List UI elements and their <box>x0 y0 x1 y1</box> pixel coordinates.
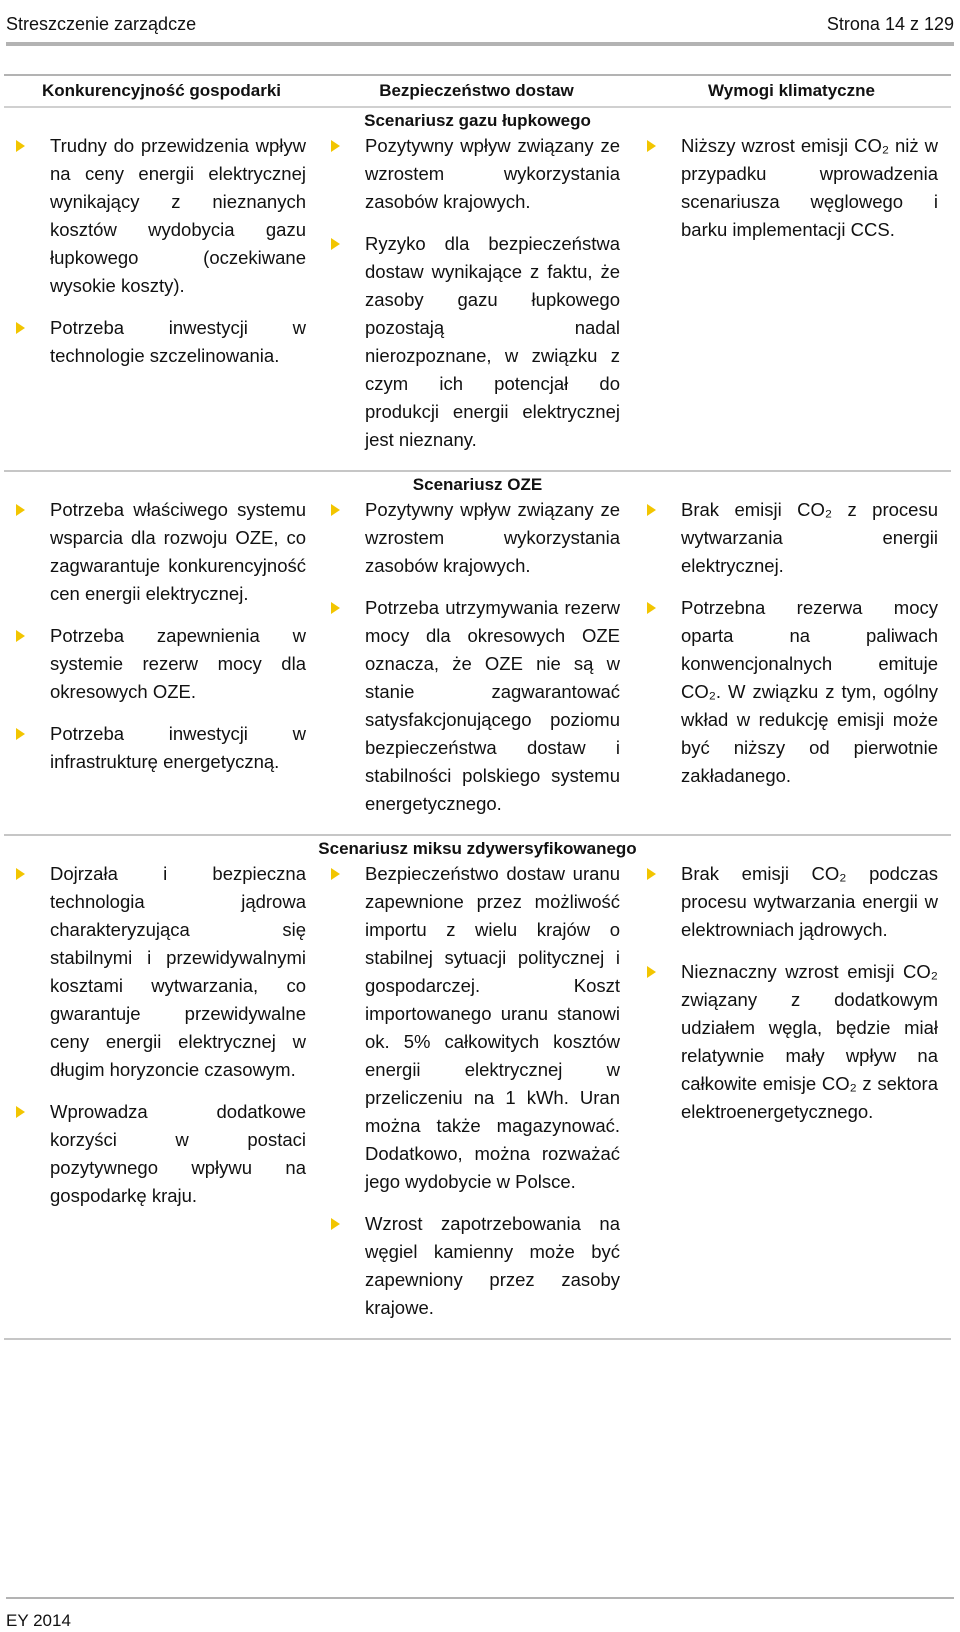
list-item-text: Potrzeba właściwego systemu wsparcia dla rozwoju OZE, co zagwarantuje konkurencyjność cen energii elektrycznej. <box>50 499 306 604</box>
supply-security-cell <box>319 132 634 470</box>
supply-security-cell <box>319 860 634 1338</box>
table-column-headers <box>4 76 951 108</box>
footer-text: EY 2014 <box>6 1611 71 1630</box>
header-rule <box>6 42 954 46</box>
competitiveness-cell <box>4 860 319 1338</box>
list-item-text: Trudny do przewidzenia wpływ na ceny energii elektrycznej wynikający z nieznanych kosztów wydobycia gazu łupkowego (oczekiwane wysokie koszty). <box>50 135 306 296</box>
column-header-competitiveness: Konkurencyjność gospodarki <box>42 81 281 100</box>
scenario-row <box>4 860 951 1338</box>
bullet-triangle-icon <box>331 238 340 250</box>
climate-cell <box>634 860 949 1338</box>
bullet-triangle-icon <box>16 322 25 334</box>
page-number: Strona 14 z 129 <box>826 13 954 34</box>
list-item-text: Brak emisji CO₂ z procesu wytwarzania energii elektrycznej. <box>681 499 938 576</box>
bullet-triangle-icon <box>647 868 656 880</box>
list-item <box>16 622 306 706</box>
list-item <box>16 720 306 776</box>
column-header-supply-security: Bezpieczeństwo dostaw <box>379 81 574 100</box>
list-item <box>647 958 938 1126</box>
page-footer <box>6 1597 954 1631</box>
list-item <box>16 132 306 300</box>
list-item <box>647 594 938 790</box>
list-item-text: Brak emisji CO₂ podczas procesu wytwarzania energii w elektrowniach jądrowych. <box>681 863 938 940</box>
scenario-renewables <box>4 472 951 836</box>
list-item-text: Niższy wzrost emisji CO₂ niż w przypadku wprowadzenia scenariusza węglowego i barku implementacji CCS. <box>681 135 938 240</box>
scenario-shale-gas <box>4 108 951 472</box>
bullet-triangle-icon <box>16 1106 25 1118</box>
bullet-triangle-icon <box>331 868 340 880</box>
bullet-triangle-icon <box>16 504 25 516</box>
bullet-triangle-icon <box>647 504 656 516</box>
bullet-triangle-icon <box>16 868 25 880</box>
list-item <box>16 860 306 1084</box>
list-item-text: Nieznaczny wzrost emisji CO₂ związany z dodatkowym udziałem węgla, będzie miał relatywnie mały wpływ na całkowite emisje CO₂ z sektora elektroenergetycznego. <box>681 961 938 1122</box>
bullet-triangle-icon <box>331 602 340 614</box>
climate-cell <box>634 496 949 834</box>
list-item-text: Wprowadza dodatkowe korzyści w postaci pozytywnego wpływu na gospodarkę kraju. <box>50 1101 306 1206</box>
list-item <box>16 314 306 370</box>
list-item <box>16 1098 306 1210</box>
competitiveness-cell <box>4 132 319 470</box>
bullet-triangle-icon <box>331 1218 340 1230</box>
page-header <box>6 8 954 40</box>
bullet-triangle-icon <box>331 504 340 516</box>
list-item-text: Pozytywny wpływ związany ze wzrostem wykorzystania zasobów krajowych. <box>365 499 620 576</box>
scenario-row <box>4 132 951 470</box>
list-item <box>331 496 620 580</box>
list-item <box>647 860 938 944</box>
list-item-text: Potrzeba utrzymywania rezerw mocy dla okresowych OZE oznacza, że OZE nie są w stanie zagwarantować satysfakcjonującego poziomu bezpieczeństwa dostaw i stabilności polskiego systemu energetycznego. <box>365 597 620 814</box>
bullet-triangle-icon <box>16 630 25 642</box>
list-item-text: Pozytywny wpływ związany ze wzrostem wykorzystania zasobów krajowych. <box>365 135 620 212</box>
climate-cell <box>634 132 949 470</box>
scenario-diversified-mix <box>4 836 951 1340</box>
list-item-text: Potrzeba inwestycji w infrastrukturę energetyczną. <box>50 723 306 772</box>
list-item-text: Wzrost zapotrzebowania na węgiel kamienny może być zapewniony przez zasoby krajowe. <box>365 1213 620 1318</box>
list-item <box>647 132 938 244</box>
bullet-triangle-icon <box>647 602 656 614</box>
supply-security-cell <box>319 496 634 834</box>
scenario-title: Scenariusz gazu łupkowego <box>364 111 591 130</box>
list-item <box>331 132 620 216</box>
competitiveness-cell <box>4 496 319 834</box>
list-item <box>16 496 306 608</box>
bullet-triangle-icon <box>331 140 340 152</box>
bullet-triangle-icon <box>647 140 656 152</box>
list-item-text: Dojrzała i bezpieczna technologia jądrowa charakteryzująca się stabilnymi i przewidywalnymi kosztami wytwarzania, co gwarantuje przewidywalne ceny energii elektrycznej w długim horyzoncie czasowym. <box>50 863 306 1080</box>
list-item <box>331 594 620 818</box>
list-item-text: Potrzebna rezerwa mocy oparta na paliwach konwencjonalnych emituje CO₂. W związku z tym, ogólny wkład w redukcję emisji może być niższy od pierwotnie zakładanego. <box>681 597 938 786</box>
column-header-climate: Wymogi klimatyczne <box>708 81 875 100</box>
bullet-triangle-icon <box>16 140 25 152</box>
scenario-title: Scenariusz miksu zdywersyfikowanego <box>318 839 637 858</box>
scenario-title: Scenariusz OZE <box>412 475 543 494</box>
list-item <box>331 1210 620 1322</box>
list-item-text: Potrzeba inwestycji w technologie szczelinowania. <box>50 317 306 366</box>
list-item-text: Potrzeba zapewnienia w systemie rezerw mocy dla okresowych OZE. <box>50 625 306 702</box>
list-item <box>331 860 620 1196</box>
scenario-row <box>4 496 951 834</box>
bullet-triangle-icon <box>647 966 656 978</box>
list-item-text: Bezpieczeństwo dostaw uranu zapewnione przez możliwość importu z wielu krajów o stabilnej sytuacji politycznej i gospodarczej. Koszt importowanego uranu stanowi ok. 5% całkowitych kosztów energii elektrycznej w przeliczeniu na 1 kWh. Uran można także magazynować. Dodatkowo, można rozważać jego wydobycie w Polsce. <box>365 863 620 1192</box>
list-item <box>647 496 938 580</box>
document-section-title: Streszczenie zarządcze <box>6 13 197 34</box>
list-item <box>331 230 620 454</box>
bullet-triangle-icon <box>16 728 25 740</box>
scenario-comparison-table <box>4 74 951 1340</box>
list-item-text: Ryzyko dla bezpieczeństwa dostaw wynikające z faktu, że zasoby gazu łupkowego pozostają nadal nierozpoznane, w związku z czym ich potencjał do produkcji energii elektrycznej jest nieznany. <box>365 233 620 450</box>
